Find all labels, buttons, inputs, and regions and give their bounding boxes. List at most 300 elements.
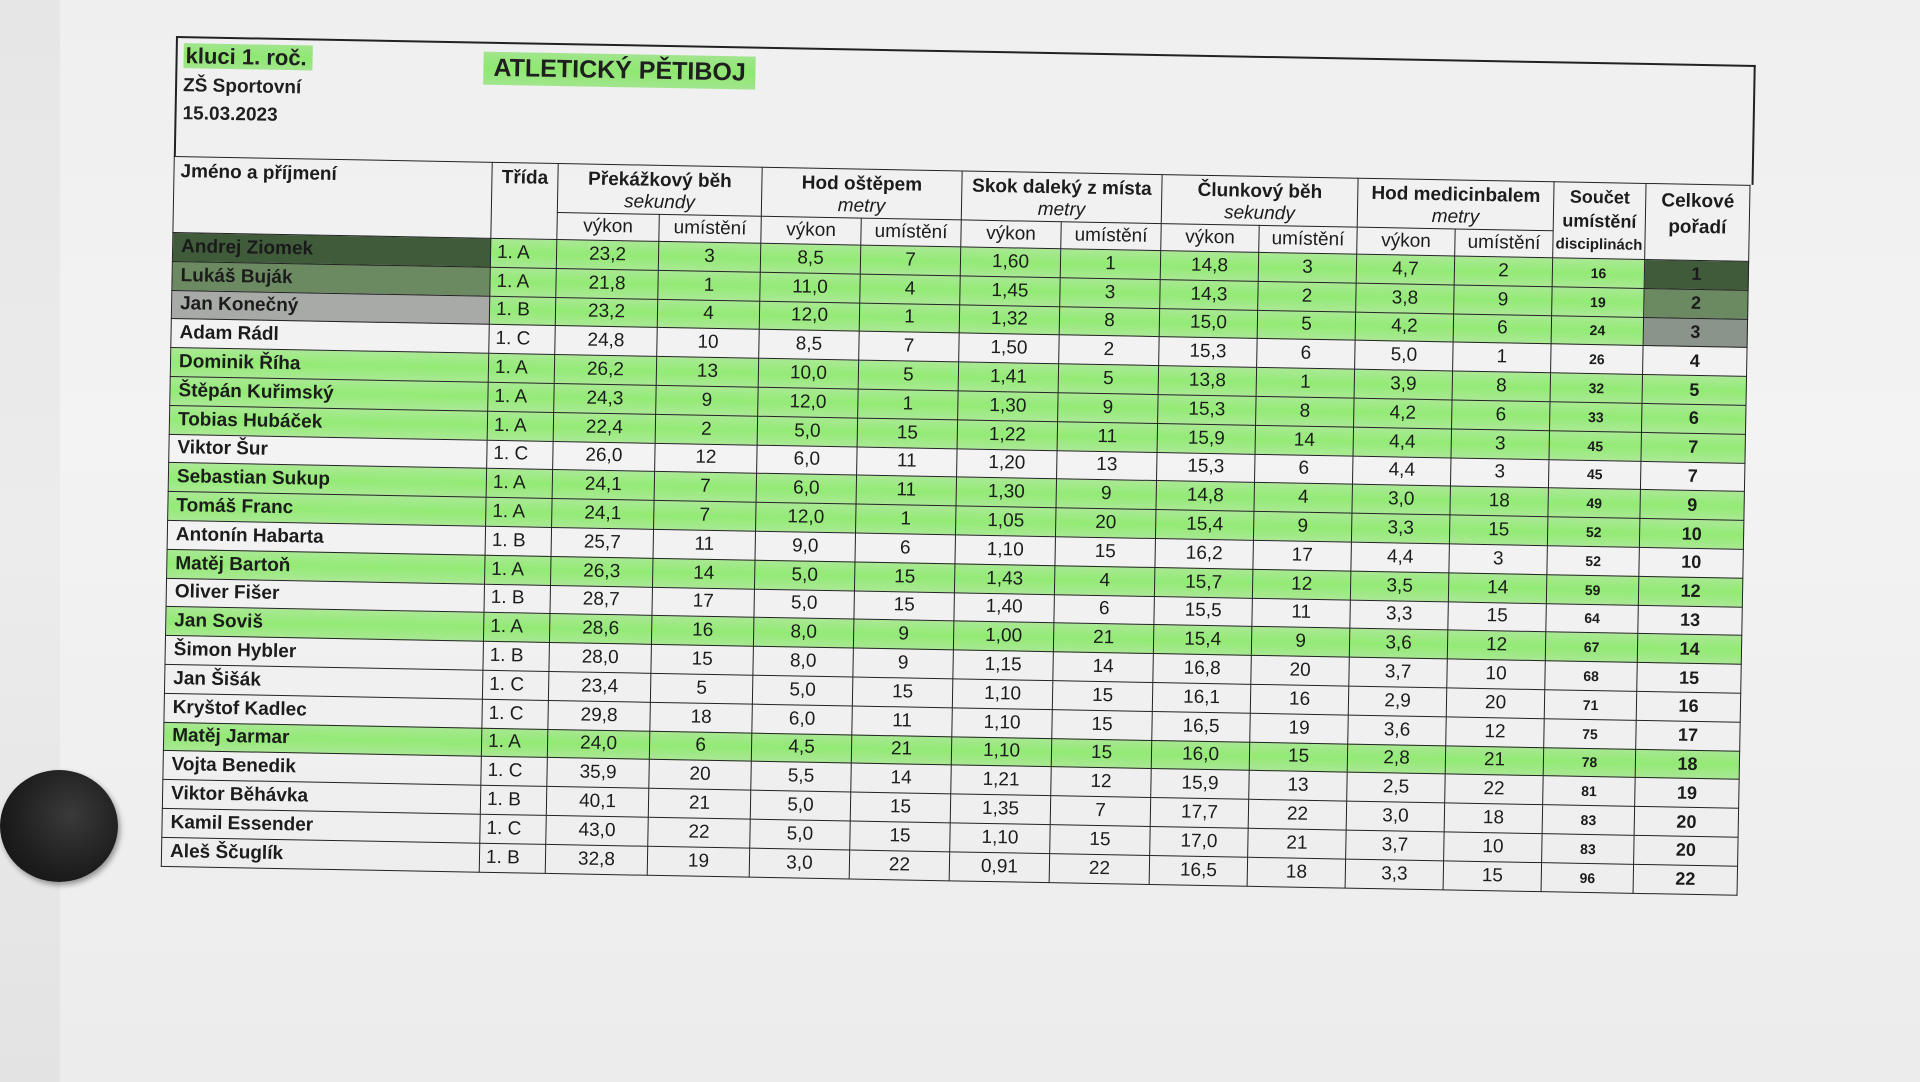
overall-rank-cell: 20 (1634, 807, 1739, 838)
placement-sum-cell: 26 (1551, 344, 1644, 374)
placement-sum-cell: 83 (1542, 834, 1635, 864)
performance-cell: 28,0 (549, 643, 652, 674)
performance-cell: 1,10 (955, 535, 1056, 566)
performance-cell: 28,6 (549, 614, 652, 645)
athlete-name-cell: Viktor Šur (169, 434, 487, 469)
class-cell: 1. B (479, 843, 546, 873)
placement-cell: 6 (1453, 314, 1552, 345)
overall-rank-cell: 2 (1644, 288, 1749, 319)
overall-rank-cell: 12 (1638, 576, 1743, 607)
class-cell: 1. C (482, 699, 549, 729)
performance-cell: 8,5 (760, 243, 861, 274)
placement-cell: 14 (652, 558, 755, 589)
class-cell: 1. B (485, 526, 552, 556)
athlete-name-cell: Viktor Běhávka (162, 780, 480, 815)
placement-sum-cell: 33 (1550, 402, 1643, 432)
placement-sum-cell: 75 (1544, 718, 1637, 748)
placement-sum-cell: 67 (1545, 632, 1638, 662)
class-cell: 1. A (485, 555, 552, 585)
placement-sum-cell: 45 (1549, 431, 1642, 461)
performance-cell: 1,30 (956, 477, 1057, 508)
performance-cell: 11,0 (760, 272, 861, 303)
placement-cell: 9 (656, 385, 759, 416)
performance-cell: 4,4 (1351, 542, 1450, 573)
perf-subheader: výkon (1357, 227, 1455, 256)
athlete-name-cell: Tomáš Franc (168, 492, 486, 527)
overall-rank-cell: 18 (1635, 749, 1740, 780)
placement-cell: 21 (1445, 745, 1544, 776)
athlete-name-cell: Matěj Bartoň (167, 549, 485, 584)
placement-sum-cell: 81 (1543, 776, 1636, 806)
athlete-name-cell: Jan Šišák (164, 664, 482, 699)
performance-cell: 5,0 (750, 790, 851, 821)
placement-cell: 10 (657, 328, 760, 359)
placement-cell: 11 (856, 475, 957, 506)
placement-cell: 11 (857, 447, 958, 478)
placement-cell: 15 (850, 821, 951, 852)
placement-cell: 3 (658, 241, 761, 272)
placement-cell: 7 (654, 472, 757, 503)
athlete-name-cell: Jan Konečný (171, 290, 489, 325)
athlete-name-cell: Andrej Ziomek (172, 232, 490, 267)
placement-cell: 21 (1248, 828, 1347, 859)
performance-cell: 8,0 (753, 646, 854, 677)
class-cell: 1. B (483, 641, 550, 671)
overall-rank-cell: 4 (1643, 346, 1748, 377)
perf-subheader: výkon (761, 216, 861, 245)
overall-rank-cell: 6 (1642, 403, 1747, 434)
placement-cell: 14 (851, 763, 952, 794)
placement-cell: 11 (1252, 598, 1351, 629)
class-cell: 1. C (489, 325, 556, 355)
athlete-name-cell: Dominik Říha (170, 348, 488, 383)
placement-cell: 6 (649, 731, 752, 762)
performance-cell: 23,4 (548, 671, 651, 702)
performance-cell: 1,32 (959, 305, 1060, 336)
athlete-name-cell: Aleš Ščuglík (161, 837, 479, 872)
placement-cell: 15 (852, 677, 953, 708)
placement-cell: 18 (1247, 857, 1346, 888)
placement-cell: 21 (851, 735, 952, 766)
placement-cell: 11 (852, 706, 953, 737)
performance-cell: 4,4 (1353, 427, 1452, 458)
place-subheader: umístění (1455, 229, 1553, 258)
class-cell: 1. C (482, 670, 549, 700)
placement-cell: 18 (1450, 486, 1549, 517)
placement-cell: 10 (1444, 832, 1543, 863)
placement-cell: 6 (1257, 339, 1356, 370)
placement-cell: 19 (647, 846, 750, 877)
placement-cell: 9 (1058, 393, 1159, 424)
placement-sum-cell: 78 (1543, 747, 1636, 777)
placement-cell: 6 (1255, 454, 1354, 485)
performance-cell: 6,0 (757, 445, 858, 476)
placement-cell: 13 (656, 357, 759, 388)
performance-cell: 6,0 (756, 474, 857, 505)
place-subheader: umístění (1061, 222, 1161, 251)
placement-cell: 20 (1251, 655, 1350, 686)
performance-cell: 1,60 (960, 247, 1061, 278)
performance-cell: 0,91 (949, 852, 1050, 883)
class-cell: 1. B (480, 785, 547, 815)
placement-cell: 4 (860, 274, 961, 305)
performance-cell: 15,4 (1153, 625, 1252, 656)
event-date: 15.03.2023 (182, 103, 278, 126)
placement-cell: 1 (1453, 342, 1552, 373)
place-subheader: umístění (1259, 225, 1357, 254)
overall-rank-cell: 1 (1644, 259, 1749, 290)
performance-cell: 17,0 (1150, 826, 1249, 857)
performance-cell: 1,30 (958, 391, 1059, 422)
placement-cell: 1 (858, 389, 959, 420)
placement-cell: 12 (1447, 630, 1546, 661)
placement-cell: 3 (1258, 252, 1357, 283)
placement-cell: 22 (648, 817, 751, 848)
performance-cell: 3,3 (1350, 600, 1449, 631)
placement-cell: 9 (1454, 285, 1553, 316)
performance-cell: 3,7 (1346, 830, 1445, 861)
performance-cell: 1,05 (956, 506, 1057, 537)
performance-cell: 14,3 (1160, 279, 1259, 310)
performance-cell: 26,3 (551, 556, 654, 587)
place-subheader: umístění (861, 218, 961, 247)
placement-cell: 1 (1060, 249, 1161, 280)
placement-cell: 14 (1448, 573, 1547, 604)
athlete-name-cell: Jan Soviš (166, 607, 484, 642)
placement-cell: 15 (651, 644, 754, 675)
performance-cell: 5,0 (757, 416, 858, 447)
athlete-name-cell: Matěj Jarmar (163, 722, 481, 757)
placement-cell: 18 (650, 702, 753, 733)
placement-cell: 15 (1448, 601, 1547, 632)
performance-cell: 28,7 (550, 585, 653, 616)
performance-cell: 8,0 (753, 618, 854, 649)
perf-subheader: výkon (961, 220, 1061, 249)
performance-cell: 15,5 (1154, 596, 1253, 627)
placement-cell: 21 (648, 788, 751, 819)
performance-cell: 3,5 (1350, 571, 1449, 602)
overall-rank-cell: 3 (1643, 317, 1748, 348)
sum-column-header: Součet umístění disciplinách (1553, 182, 1646, 260)
placement-cell: 9 (1253, 512, 1352, 543)
placement-cell: 9 (1056, 479, 1157, 510)
performance-cell: 3,3 (1351, 513, 1450, 544)
athlete-name-cell: Adam Rádl (171, 319, 489, 354)
athlete-name-cell: Oliver Fišer (166, 578, 484, 613)
athlete-name-cell: Kryštof Kadlec (164, 693, 482, 728)
athlete-name-cell: Lukáš Buják (172, 261, 490, 296)
performance-cell: 9,0 (755, 531, 856, 562)
performance-cell: 23,2 (556, 240, 659, 271)
placement-sum-cell: 83 (1542, 805, 1635, 835)
performance-cell: 1,35 (950, 794, 1051, 825)
performance-cell: 15,3 (1157, 452, 1256, 483)
place-subheader: umístění (659, 214, 761, 243)
placement-cell: 15 (1443, 861, 1542, 892)
performance-cell: 1,50 (959, 333, 1060, 364)
performance-cell: 12,0 (759, 301, 860, 332)
placement-cell: 15 (1249, 742, 1348, 773)
performance-cell: 16,5 (1149, 855, 1248, 886)
performance-cell: 3,8 (1356, 283, 1455, 314)
performance-cell: 15,0 (1159, 308, 1258, 339)
class-cell: 1. C (480, 814, 547, 844)
performance-cell: 29,8 (548, 700, 651, 731)
placement-cell: 4 (657, 299, 760, 330)
performance-cell: 5,0 (750, 819, 851, 850)
performance-cell: 24,0 (547, 729, 650, 760)
class-column-header: Třída (491, 162, 558, 239)
placement-sum-cell: 45 (1549, 459, 1642, 489)
performance-cell: 15,3 (1159, 337, 1258, 368)
perf-subheader: výkon (557, 213, 659, 242)
placement-cell: 7 (654, 501, 757, 532)
placement-cell: 17 (1253, 540, 1352, 571)
class-cell: 1. A (487, 411, 554, 441)
placement-cell: 7 (859, 331, 960, 362)
placement-cell: 6 (855, 533, 956, 564)
sheet-info (182, 42, 313, 130)
performance-cell: 3,9 (1354, 369, 1453, 400)
performance-cell: 21,8 (556, 268, 659, 299)
placement-cell: 22 (1049, 853, 1150, 884)
performance-cell: 17,7 (1150, 798, 1249, 829)
performance-cell: 4,7 (1356, 254, 1455, 285)
placement-cell: 18 (1444, 803, 1543, 834)
placement-cell: 7 (860, 245, 961, 276)
placement-cell: 5 (650, 673, 753, 704)
placement-cell: 2 (1258, 281, 1357, 312)
placement-cell: 17 (652, 587, 755, 618)
discipline-header-1: Překážkový běh sekundy (557, 164, 762, 217)
performance-cell: 1,41 (958, 362, 1059, 393)
performance-cell: 5,0 (754, 589, 855, 620)
athlete-name-cell: Kamil Essender (162, 808, 480, 843)
performance-cell: 15,4 (1156, 510, 1255, 541)
results-sheet (161, 36, 1758, 895)
placement-sum-cell: 52 (1547, 546, 1640, 576)
placement-cell: 9 (1251, 627, 1350, 658)
performance-cell: 16,5 (1152, 711, 1251, 742)
results-table (161, 156, 1751, 895)
placement-cell: 4 (1254, 483, 1353, 514)
class-cell: 1. A (490, 267, 557, 297)
class-cell: 1. C (487, 440, 554, 470)
performance-cell: 3,0 (1352, 485, 1451, 516)
discipline-header-5: Hod medicinbalem metry (1357, 178, 1554, 231)
performance-cell: 40,1 (546, 787, 649, 818)
performance-cell: 4,5 (751, 733, 852, 764)
placement-cell: 1 (658, 270, 761, 301)
performance-cell: 12,0 (756, 502, 857, 533)
performance-cell: 24,1 (552, 499, 655, 530)
class-cell: 1. A (483, 613, 550, 643)
performance-cell: 2,9 (1348, 686, 1447, 717)
placement-cell: 5 (1257, 310, 1356, 341)
performance-cell: 2,5 (1347, 772, 1446, 803)
performance-cell: 1,21 (951, 765, 1052, 796)
placement-cell: 6 (1054, 594, 1155, 625)
placement-cell: 16 (651, 616, 754, 647)
overall-rank-cell: 9 (1640, 490, 1745, 521)
placement-cell: 3 (1451, 458, 1550, 489)
athlete-name-cell: Štěpán Kuřimský (170, 376, 488, 411)
overall-rank-cell: 7 (1641, 461, 1746, 492)
class-cell: 1. A (486, 469, 553, 499)
discipline-header-3: Skok daleký z místa metry (961, 171, 1162, 224)
performance-cell: 3,3 (1345, 859, 1444, 890)
performance-cell: 16,8 (1153, 654, 1252, 685)
placement-cell: 2 (655, 414, 758, 445)
performance-cell: 35,9 (547, 758, 650, 789)
placement-sum-cell: 64 (1546, 603, 1639, 633)
placement-cell: 1 (859, 303, 960, 334)
performance-cell: 16,1 (1152, 682, 1251, 713)
placement-cell: 15 (850, 792, 951, 823)
placement-cell: 5 (1058, 364, 1159, 395)
overall-rank-cell: 10 (1639, 519, 1744, 550)
performance-cell: 24,8 (555, 326, 658, 357)
performance-cell: 5,0 (754, 560, 855, 591)
performance-cell: 1,22 (957, 420, 1058, 451)
placement-cell: 3 (1449, 544, 1548, 575)
class-cell: 1. A (488, 382, 555, 412)
performance-cell: 24,3 (554, 383, 657, 414)
class-cell: 1. A (481, 728, 548, 758)
placement-cell: 8 (1452, 371, 1551, 402)
placement-cell: 11 (1057, 422, 1158, 453)
placement-cell: 2 (1454, 256, 1553, 287)
performance-cell: 14,8 (1160, 251, 1259, 282)
placement-cell: 12 (1446, 717, 1545, 748)
placement-sum-cell: 59 (1546, 574, 1639, 604)
placement-cell: 9 (853, 619, 954, 650)
performance-cell: 15,3 (1158, 395, 1257, 426)
placement-sum-cell: 49 (1548, 488, 1641, 518)
class-cell: 1. B (484, 584, 551, 614)
performance-cell: 1,40 (954, 592, 1055, 623)
placement-cell: 20 (649, 760, 752, 791)
placement-cell: 22 (1248, 799, 1347, 830)
name-column-header: Jméno a příjmení (173, 156, 492, 238)
performance-cell: 1,10 (950, 823, 1051, 854)
placement-cell: 15 (1051, 738, 1152, 769)
placement-sum-cell: 24 (1551, 315, 1644, 345)
overall-rank-cell: 14 (1637, 634, 1742, 665)
athlete-name-cell: Antonín Habarta (167, 520, 485, 555)
performance-cell: 1,43 (954, 564, 1055, 595)
placement-cell: 21 (1053, 623, 1154, 654)
placement-cell: 12 (1252, 569, 1351, 600)
placement-cell: 2 (1059, 335, 1160, 366)
discipline-header-2: Hod oštěpem metry (761, 167, 962, 220)
placement-cell: 22 (849, 850, 950, 881)
performance-cell: 1,10 (952, 679, 1053, 710)
placement-cell: 4 (1054, 565, 1155, 596)
performance-cell: 1,45 (960, 276, 1061, 307)
placement-cell: 15 (1052, 709, 1153, 740)
placement-cell: 6 (1452, 400, 1551, 431)
performance-cell: 16,0 (1151, 740, 1250, 771)
placement-cell: 15 (854, 591, 955, 622)
performance-cell: 25,7 (551, 527, 654, 558)
placement-cell: 7 (1050, 796, 1151, 827)
discipline-header-4: Člunkový běh sekundy (1161, 175, 1358, 228)
performance-cell: 26,2 (554, 355, 657, 386)
placement-cell: 1 (856, 504, 957, 535)
placement-sum-cell: 96 (1541, 862, 1634, 892)
placement-cell: 8 (1059, 306, 1160, 337)
placement-cell: 15 (1052, 681, 1153, 712)
performance-cell: 5,5 (751, 762, 852, 793)
performance-cell: 12,0 (758, 387, 859, 418)
overall-rank-cell: 15 (1637, 663, 1742, 694)
placement-cell: 19 (1250, 713, 1349, 744)
performance-cell: 3,6 (1349, 628, 1448, 659)
placement-cell: 12 (1051, 767, 1152, 798)
placement-cell: 15 (857, 418, 958, 449)
placement-cell: 15 (854, 562, 955, 593)
performance-cell: 23,2 (555, 297, 658, 328)
performance-cell: 15,9 (1157, 423, 1256, 454)
athlete-name-cell: Tobias Hubáček (169, 405, 487, 440)
performance-cell: 15,9 (1151, 769, 1250, 800)
placement-cell: 11 (653, 529, 756, 560)
performance-cell: 43,0 (546, 815, 649, 846)
class-cell: 1. B (489, 296, 556, 326)
athlete-name-cell: Šimon Hybler (165, 636, 483, 671)
performance-cell: 8,5 (759, 330, 860, 361)
placement-cell: 16 (1250, 684, 1349, 715)
placement-cell: 20 (1446, 688, 1545, 719)
placement-cell: 5 (858, 360, 959, 391)
performance-cell: 15,7 (1154, 567, 1253, 598)
performance-cell: 3,0 (1346, 801, 1445, 832)
placement-sum-cell: 71 (1544, 690, 1637, 720)
class-cell: 1. A (488, 353, 555, 383)
placement-cell: 3 (1060, 278, 1161, 309)
placement-cell: 10 (1447, 659, 1546, 690)
class-cell: 1. C (481, 757, 548, 787)
performance-cell: 2,8 (1347, 744, 1446, 775)
performance-cell: 4,2 (1354, 398, 1453, 429)
athlete-name-cell: Vojta Benedik (163, 751, 481, 786)
performance-cell: 4,4 (1353, 456, 1452, 487)
rank-column-header: Celkové pořadí (1645, 183, 1750, 261)
performance-cell: 3,7 (1349, 657, 1448, 688)
overall-rank-cell: 16 (1636, 691, 1741, 722)
performance-cell: 5,0 (1355, 341, 1454, 372)
placement-cell: 14 (1255, 425, 1354, 456)
placement-cell: 9 (853, 648, 954, 679)
table-body (161, 232, 1748, 894)
performance-cell: 24,1 (552, 470, 655, 501)
placement-cell: 15 (1055, 537, 1156, 568)
placement-sum-cell: 68 (1545, 661, 1638, 691)
overall-rank-cell: 7 (1641, 432, 1746, 463)
performance-cell: 10,0 (758, 358, 859, 389)
overall-rank-cell: 17 (1636, 720, 1741, 751)
performance-cell: 6,0 (752, 704, 853, 735)
performance-cell: 1,00 (953, 621, 1054, 652)
performance-cell: 22,4 (553, 412, 656, 443)
group-label: kluci 1. roč. (183, 43, 312, 70)
performance-cell: 13,8 (1158, 366, 1257, 397)
performance-cell: 26,0 (553, 441, 656, 472)
performance-cell: 4,2 (1355, 312, 1454, 343)
performance-cell: 32,8 (545, 844, 648, 875)
placement-sum-cell: 52 (1547, 517, 1640, 547)
